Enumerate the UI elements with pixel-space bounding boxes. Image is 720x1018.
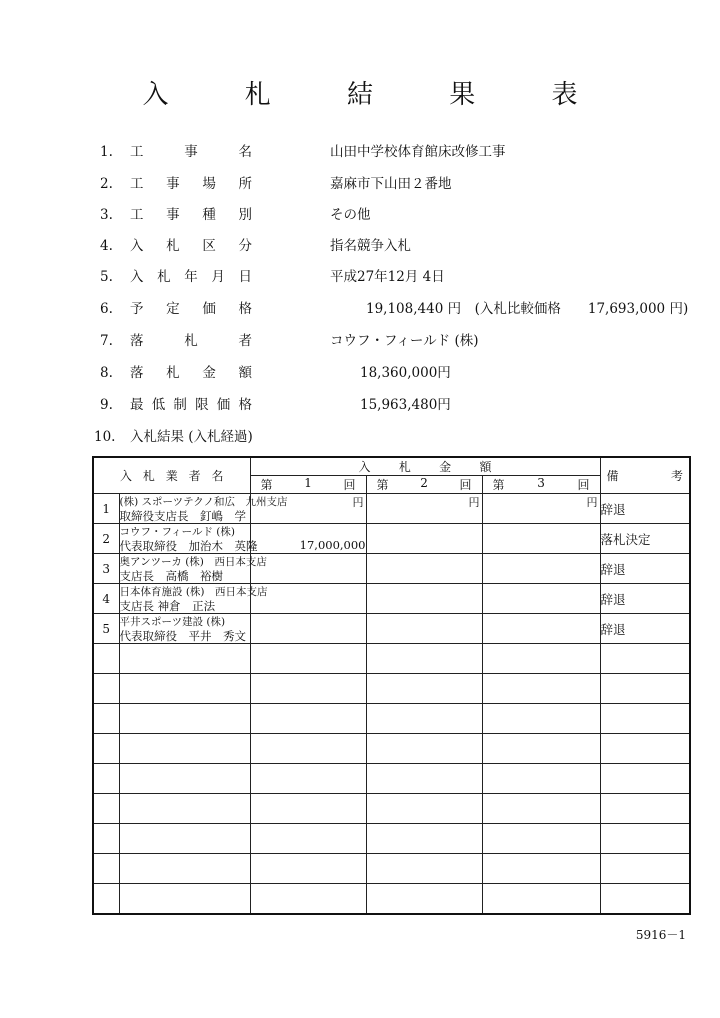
item-label: [130, 297, 252, 321]
page-title: 入 札 結 果 表: [142, 80, 612, 110]
row-bid-round-1: [250, 614, 366, 644]
row-company: [119, 674, 250, 704]
header-note: [600, 457, 690, 494]
row-company: [119, 764, 250, 794]
item-number: 3.: [100, 207, 113, 223]
row-bid-round-1: [250, 704, 366, 734]
header-round-2: [366, 476, 482, 494]
row-company: [119, 884, 250, 914]
table-row: [93, 614, 690, 644]
row-bid-round-1: [250, 584, 366, 614]
item-value: その他: [330, 207, 371, 223]
row-bid-round-1: [250, 554, 366, 584]
row-bid-round-3: [482, 824, 600, 854]
item-label-char: 事: [166, 176, 180, 192]
row-bid-round-1: [250, 674, 366, 704]
page-number: 5916－1: [635, 928, 686, 942]
row-company: [119, 734, 250, 764]
row-bid-round-2: [366, 524, 482, 554]
yen-unit: 円: [586, 496, 598, 509]
representative: 代表取締役 加治木 英隆: [119, 538, 258, 553]
row-index: [93, 674, 119, 704]
item-label: [130, 172, 252, 196]
row-company: [119, 854, 250, 884]
item-value: 平成27年12月 4日: [330, 269, 445, 285]
row-bid-round-1: [250, 824, 366, 854]
item-label-char: 入: [130, 269, 144, 285]
item-label-char: 札: [184, 333, 198, 349]
item-label: [130, 203, 252, 227]
note-text: 辞退: [600, 591, 626, 607]
row-company: [119, 614, 250, 644]
header-char: 名: [211, 469, 224, 483]
item-label-char: 札: [166, 365, 180, 381]
representative: 支店長 神倉 正法: [119, 598, 216, 613]
row-note: [600, 704, 690, 734]
row-bid-round-3: [482, 524, 600, 554]
row-bid-round-3: [482, 734, 600, 764]
row-bid-round-2: [366, 794, 482, 824]
item-label-char: 格: [238, 397, 252, 413]
row-index: [93, 734, 119, 764]
item-1: [100, 140, 700, 164]
header-char: 入: [358, 460, 371, 474]
row-note: [600, 644, 690, 674]
row-note: [600, 734, 690, 764]
header-char: 札: [398, 460, 411, 474]
row-bid-round-3: [482, 704, 600, 734]
table-row: [93, 764, 690, 794]
item-number: 2.: [100, 176, 113, 192]
row-bid-round-1: [250, 854, 366, 884]
round-char: 回: [343, 478, 356, 492]
row-note: [600, 674, 690, 704]
item-label: [130, 329, 252, 353]
row-bid-round-3: [482, 494, 600, 524]
round-char: 第: [260, 478, 273, 492]
row-index: [93, 884, 119, 914]
item-value: 山田中学校体育館床改修工事: [330, 144, 506, 160]
row-number: 2: [102, 531, 111, 546]
table-row: [93, 524, 690, 554]
row-number: 5: [102, 621, 111, 636]
item-7: [100, 329, 700, 353]
item-number: 9.: [100, 397, 113, 413]
item-value: 18,360,000円: [360, 365, 451, 381]
company-name: 奥アンツーカ (株) 西日本支店: [119, 555, 267, 568]
table-row: [93, 674, 690, 704]
header-char: 考: [671, 469, 684, 483]
table-row: [93, 884, 690, 914]
company-name: (株) スポーツテクノ和広 九州支店: [119, 495, 288, 508]
row-bid-round-2: [366, 554, 482, 584]
item-value: 指名競争入札: [330, 238, 411, 254]
row-index: [93, 554, 119, 584]
row-index: [93, 614, 119, 644]
row-index: [93, 704, 119, 734]
header-char: 業: [165, 469, 178, 483]
row-bid-round-1: [250, 644, 366, 674]
row-number: 3: [102, 561, 111, 576]
item-label: [130, 265, 252, 289]
row-bid-round-2: [366, 884, 482, 914]
row-company: [119, 704, 250, 734]
row-bid-round-2: [366, 674, 482, 704]
row-bid-round-2: [366, 644, 482, 674]
item-9: [100, 393, 700, 417]
row-bid-round-1: [250, 734, 366, 764]
representative: 代表取締役 平井 秀文: [119, 628, 246, 643]
row-index: [93, 794, 119, 824]
item-number: 1.: [100, 144, 113, 160]
item-3: [100, 203, 700, 227]
representative: 支店長 高橋 裕樹: [119, 568, 223, 583]
row-company: [119, 824, 250, 854]
item-label-char: 事: [184, 144, 198, 160]
item-label-char: 制: [173, 397, 187, 413]
item-label: 入札結果 (入札経過): [130, 429, 253, 445]
row-bid-round-2: [366, 584, 482, 614]
item-number: 5.: [100, 269, 113, 285]
round-char: 1: [304, 476, 312, 490]
item-label-char: 札: [157, 269, 171, 285]
item-label-char: 予: [130, 301, 144, 317]
table-row: [93, 494, 690, 524]
item-label-char: 額: [238, 365, 252, 381]
item-4: [100, 234, 700, 258]
table-row: [93, 554, 690, 584]
item-10: [94, 425, 700, 449]
header-char: 札: [142, 469, 155, 483]
row-number: 4: [102, 591, 111, 606]
item-label-char: 低: [151, 397, 166, 413]
table-row: [93, 824, 690, 854]
row-bid-round-3: [482, 554, 600, 584]
header-char: 額: [479, 460, 492, 474]
row-index: [93, 824, 119, 854]
note-text: 落札決定: [600, 531, 651, 547]
row-bid-round-2: [366, 854, 482, 884]
company-name: コウフ・フィールド (株): [119, 525, 235, 538]
item-label-char: 所: [238, 176, 252, 192]
row-company: [119, 584, 268, 614]
row-bid-round-3: [482, 884, 600, 914]
round-char: 回: [577, 478, 590, 492]
company-name: 平井スポーツ建設 (株): [119, 615, 226, 628]
item-label-char: 年: [184, 269, 198, 285]
header-char: 金: [439, 460, 452, 474]
row-bid-round-1: [250, 764, 366, 794]
item-label-char: 工: [130, 176, 144, 192]
item-label-char: 場: [202, 176, 216, 192]
item-label-char: 札: [166, 238, 180, 254]
item-label-char: 入: [130, 238, 144, 254]
item-label-char: 別: [238, 207, 252, 223]
header-round-1: [250, 476, 366, 494]
row-index: [93, 644, 119, 674]
round-char: 第: [492, 478, 505, 492]
row-bid-round-3: [482, 764, 600, 794]
yen-unit: 円: [352, 496, 364, 509]
item-label-char: 金: [202, 365, 216, 381]
item-value: コウフ・フィールド (株): [330, 333, 479, 349]
item-label-char: 定: [166, 301, 180, 317]
row-index: [93, 764, 119, 794]
item-number: 6.: [100, 301, 113, 317]
item-label-char: 事: [166, 207, 180, 223]
bid-result-table: [92, 456, 691, 915]
row-bid-round-3: [482, 614, 600, 644]
row-index: [93, 494, 119, 524]
row-company: [119, 794, 250, 824]
row-note: [600, 764, 690, 794]
table-row: [93, 644, 690, 674]
item-label-char: 落: [130, 333, 144, 349]
row-bid-round-3: [482, 584, 600, 614]
item-number: 4.: [100, 238, 113, 254]
item-5: [100, 265, 700, 289]
row-bid-round-2: [366, 734, 482, 764]
item-2: [100, 172, 700, 196]
item-value: 嘉麻市下山田２番地: [330, 176, 452, 192]
row-note: [600, 824, 690, 854]
item-label-char: 日: [238, 269, 252, 285]
row-company: [119, 494, 288, 524]
row-bid-round-2: [366, 824, 482, 854]
header-amount: [250, 457, 600, 476]
round-char: 回: [459, 478, 472, 492]
item-6: [100, 297, 700, 321]
item-label-char: 区: [202, 238, 216, 254]
item-number: 7.: [100, 333, 113, 349]
row-note: [600, 494, 690, 524]
row-company: [119, 524, 258, 554]
table-row: [93, 794, 690, 824]
item-label-char: 工: [130, 144, 144, 160]
item-label-char: 工: [130, 207, 144, 223]
row-bid-round-1: [250, 884, 366, 914]
item-label-char: 種: [202, 207, 216, 223]
row-bid-round-3: [482, 644, 600, 674]
item-number: 8.: [100, 365, 113, 381]
row-note: [600, 614, 690, 644]
item-value: 15,963,480円: [360, 397, 451, 413]
item-label-char: 名: [238, 144, 252, 160]
round-char: 第: [376, 478, 389, 492]
header-char: 者: [188, 469, 201, 483]
item-number: 10.: [94, 429, 116, 445]
row-number: 1: [102, 501, 111, 516]
row-bid-round-1: [250, 494, 366, 524]
item-label-char: 価: [216, 397, 231, 413]
row-bid-round-1: [250, 794, 366, 824]
row-index: [93, 584, 119, 614]
row-index: [93, 854, 119, 884]
company-name: 日本体育施設 (株) 西日本支店: [119, 585, 268, 598]
row-note: [600, 584, 690, 614]
item-label-char: 限: [195, 397, 209, 413]
table-row: [93, 854, 690, 884]
round-char: 3: [537, 476, 545, 490]
note-text: 辞退: [600, 561, 626, 577]
bid-amount: 17,000,000: [299, 538, 366, 552]
table-row: [93, 734, 690, 764]
header-char: 入: [120, 469, 133, 483]
row-company: [119, 644, 250, 674]
row-note: [600, 554, 690, 584]
row-note: [600, 524, 690, 554]
row-note: [600, 854, 690, 884]
item-label-char: 最: [130, 397, 144, 413]
row-bid-round-3: [482, 674, 600, 704]
item-value: 19,108,440 円 (入札比較価格 17,693,000 円): [366, 301, 689, 317]
note-text: 辞退: [600, 621, 626, 637]
row-company: [119, 554, 267, 584]
item-label: [130, 140, 252, 164]
item-label-char: 格: [238, 301, 252, 317]
row-index: [93, 524, 119, 554]
item-label-char: 者: [238, 333, 252, 349]
row-bid-round-2: [366, 614, 482, 644]
header-company: [93, 457, 250, 494]
item-label: [130, 234, 252, 258]
item-8: [100, 361, 700, 385]
row-bid-round-3: [482, 854, 600, 884]
row-bid-round-1: [250, 524, 366, 554]
yen-unit: 円: [468, 496, 480, 509]
item-label: [130, 393, 252, 417]
representative: 取締役支店長 釘嶋 学: [119, 508, 246, 523]
row-note: [600, 794, 690, 824]
row-note: [600, 884, 690, 914]
item-label-char: 落: [130, 365, 144, 381]
table-row: [93, 704, 690, 734]
item-label: [130, 361, 252, 385]
row-bid-round-3: [482, 794, 600, 824]
header-char: 備: [606, 469, 619, 483]
item-label-char: 分: [238, 238, 252, 254]
table-row: [93, 584, 690, 614]
item-label-char: 価: [202, 301, 216, 317]
item-label-char: 月: [211, 269, 225, 285]
row-bid-round-2: [366, 764, 482, 794]
round-char: 2: [420, 476, 428, 490]
row-bid-round-2: [366, 704, 482, 734]
header-round-3: [482, 476, 600, 494]
note-text: 辞退: [600, 501, 626, 517]
row-bid-round-2: [366, 494, 482, 524]
